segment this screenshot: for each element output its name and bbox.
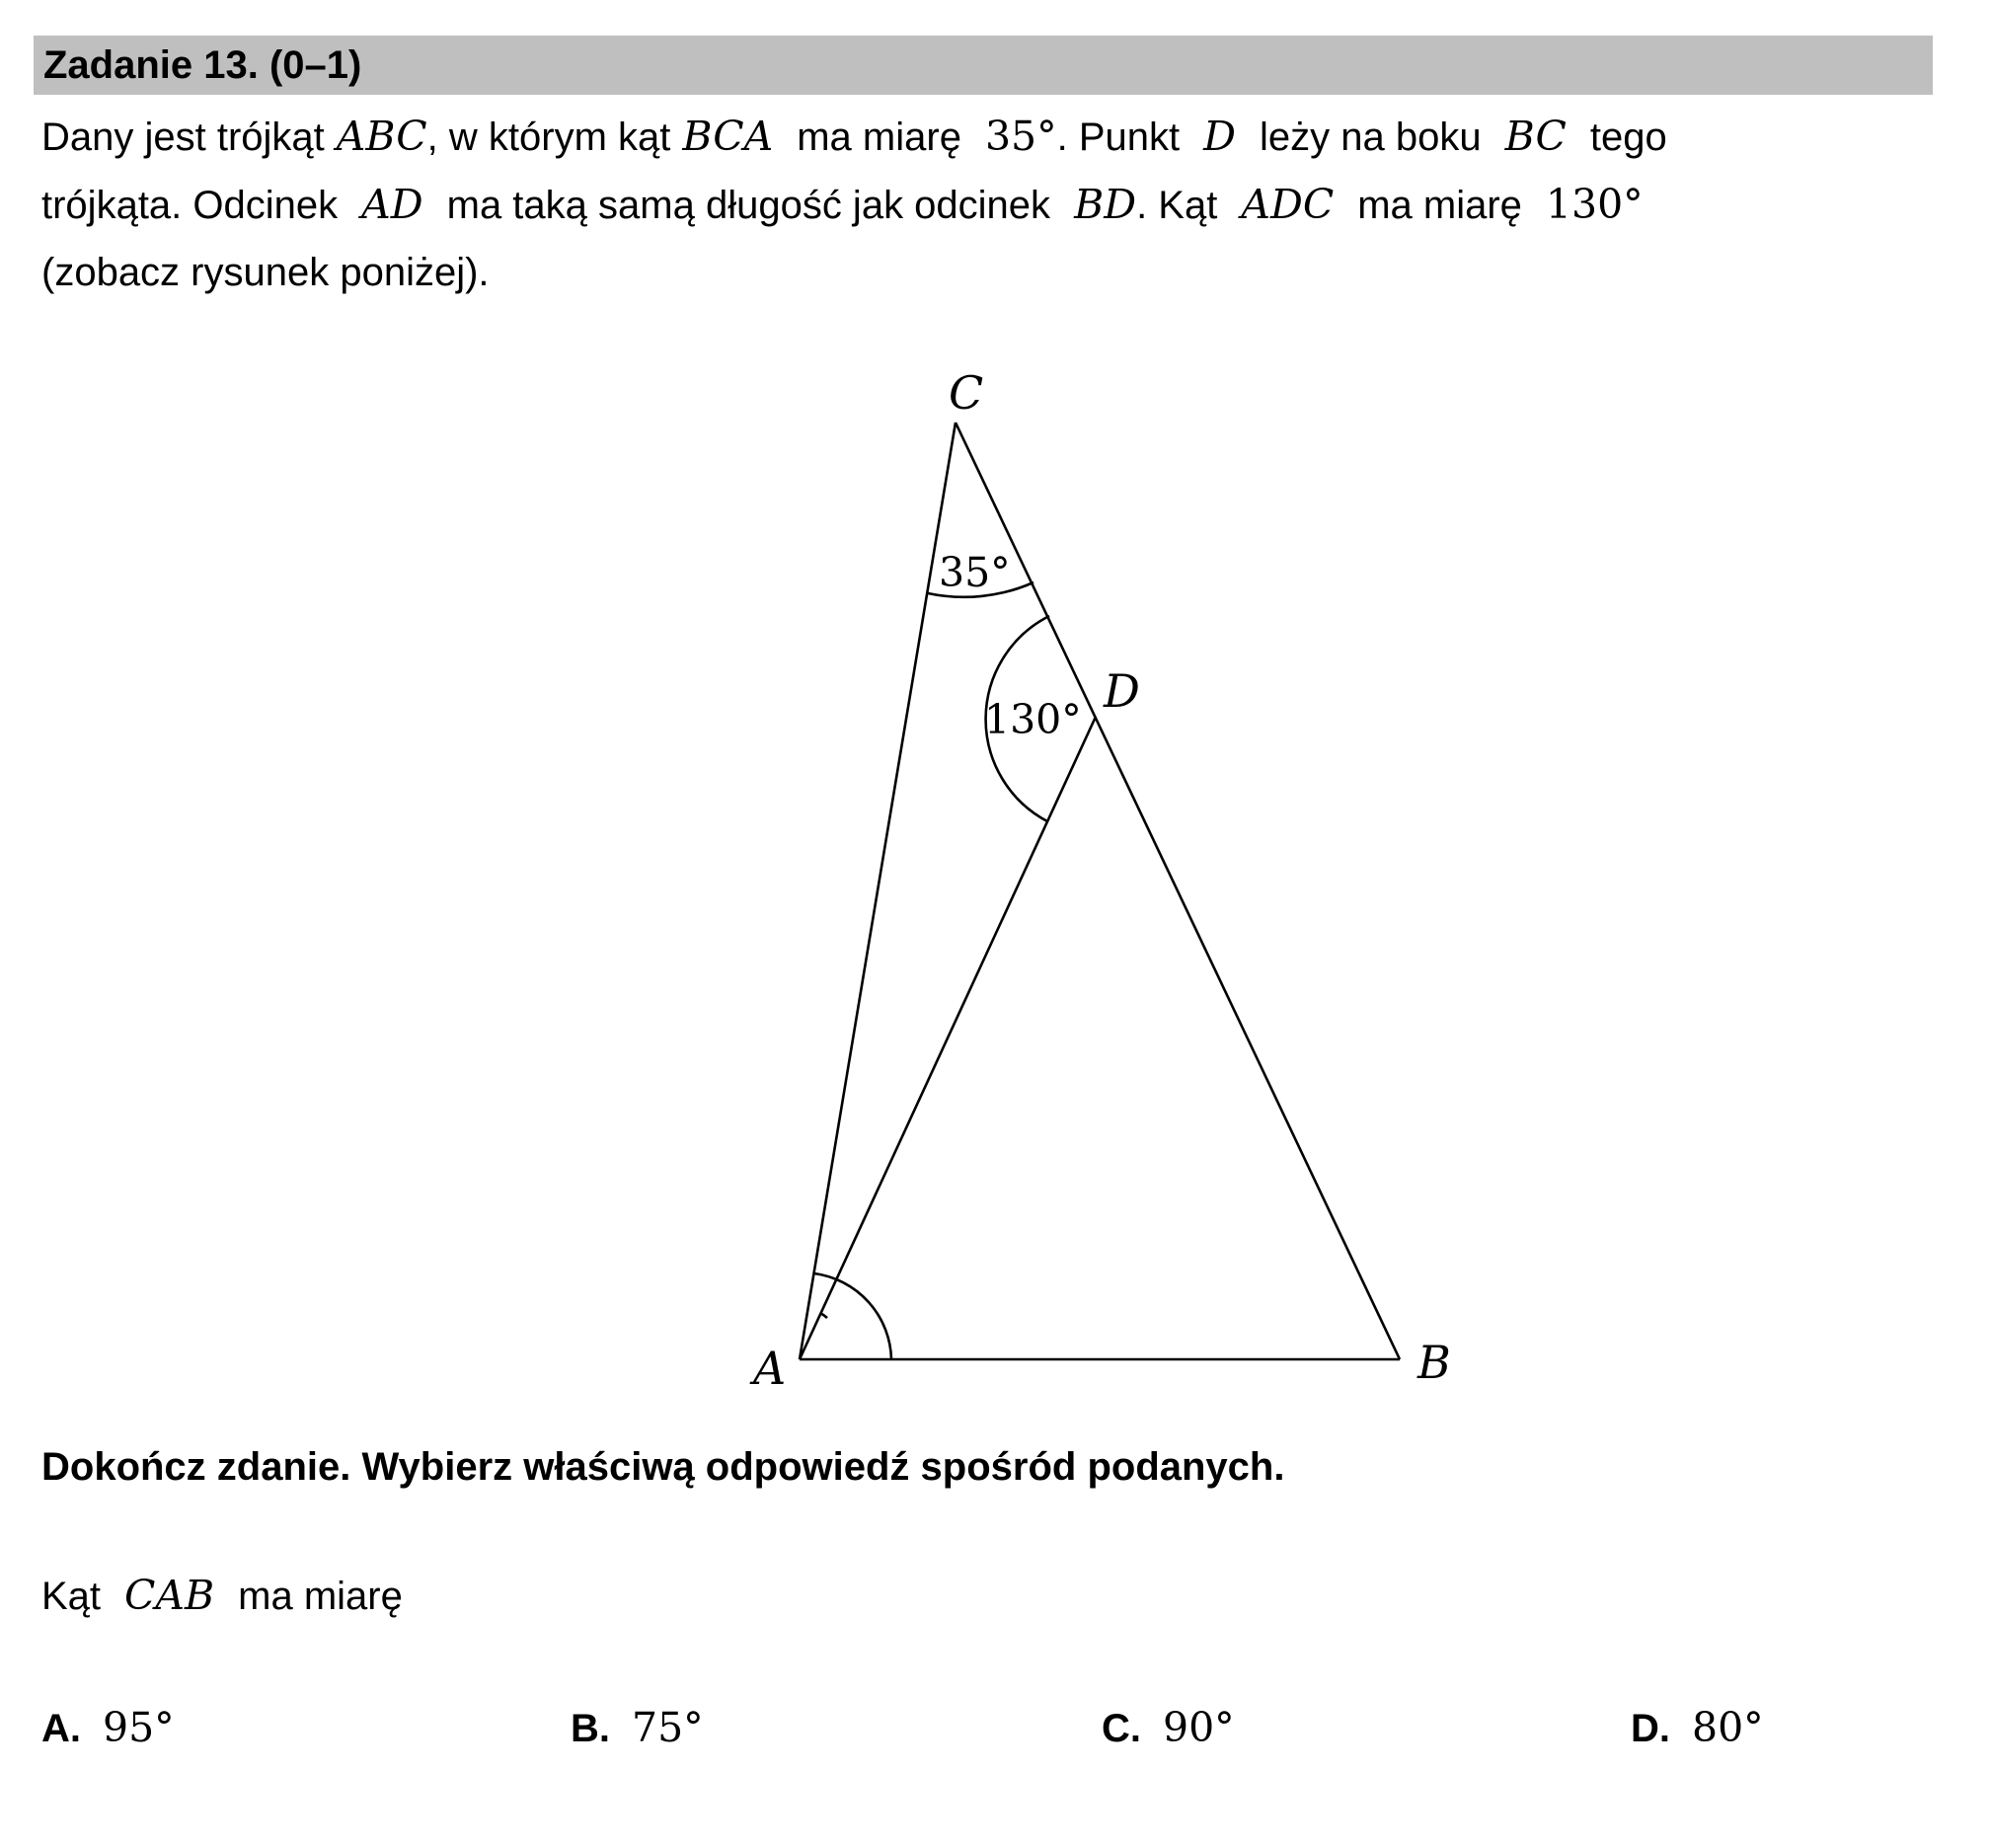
option-value: 95° xyxy=(103,1704,175,1751)
option-letter: A. xyxy=(41,1707,81,1750)
math-35: 35° xyxy=(984,113,1057,160)
option-letter: C. xyxy=(1102,1707,1141,1750)
side-cb xyxy=(956,423,1400,1359)
question-text: Kąt xyxy=(41,1575,102,1618)
math-abc: ABC xyxy=(336,113,427,160)
option-value: 75° xyxy=(632,1704,704,1751)
math-cab: CAB xyxy=(124,1572,215,1619)
math-130: 130° xyxy=(1545,181,1644,228)
answer-option-c[interactable] xyxy=(1102,1704,1235,1751)
math-bca: BCA xyxy=(682,113,774,160)
segment-ad xyxy=(800,717,1096,1359)
option-value: 90° xyxy=(1163,1704,1235,1751)
stem-text: trójkąta. Odcinek xyxy=(41,184,339,227)
stem-text: ma taką samą długość jak odcinek xyxy=(446,184,1051,227)
vertex-label-b: B xyxy=(1417,1336,1451,1389)
instruction-text: Dokończ zdanie. Wybierz właściwą odpowiedź spośród podanych. xyxy=(41,1445,1285,1489)
answer-option-a[interactable] xyxy=(41,1704,175,1751)
math-bd: BD xyxy=(1074,181,1137,228)
math-bc: BC xyxy=(1504,113,1567,160)
stem-text: . Kąt xyxy=(1136,184,1218,227)
vertex-label-a: A xyxy=(753,1342,787,1395)
question-text: ma miarę xyxy=(238,1575,403,1618)
angle-label-35: 35° xyxy=(939,549,1011,596)
question-sentence xyxy=(41,1572,403,1619)
option-value: 80° xyxy=(1692,1704,1764,1751)
math-d: D xyxy=(1203,113,1236,160)
math-ad: AD xyxy=(361,181,423,228)
vertex-label-c: C xyxy=(949,366,984,420)
stem-text: ma miarę xyxy=(1357,184,1522,227)
task-title: Zadanie 13. (0–1) xyxy=(43,43,362,87)
answer-option-b[interactable] xyxy=(571,1704,704,1751)
answer-option-d[interactable] xyxy=(1631,1704,1764,1751)
stem-text: ma miarę xyxy=(797,116,961,159)
side-ac xyxy=(800,423,956,1359)
stem-text: (zobacz rysunek poniżej). xyxy=(41,251,490,294)
angle-arc-a-inner xyxy=(820,1313,827,1318)
stem-text: , w którym kąt xyxy=(426,116,671,159)
stem-text: leży na boku xyxy=(1260,116,1482,159)
stem-text: Dany jest trójkąt xyxy=(41,116,325,159)
stem-text: tego xyxy=(1589,116,1667,159)
option-letter: D. xyxy=(1631,1707,1670,1750)
angle-label-130: 130° xyxy=(984,696,1082,743)
stem-text: . Punkt xyxy=(1056,116,1181,159)
option-letter: B. xyxy=(571,1707,610,1750)
math-adc: ADC xyxy=(1241,181,1335,228)
vertex-label-d: D xyxy=(1104,664,1140,718)
